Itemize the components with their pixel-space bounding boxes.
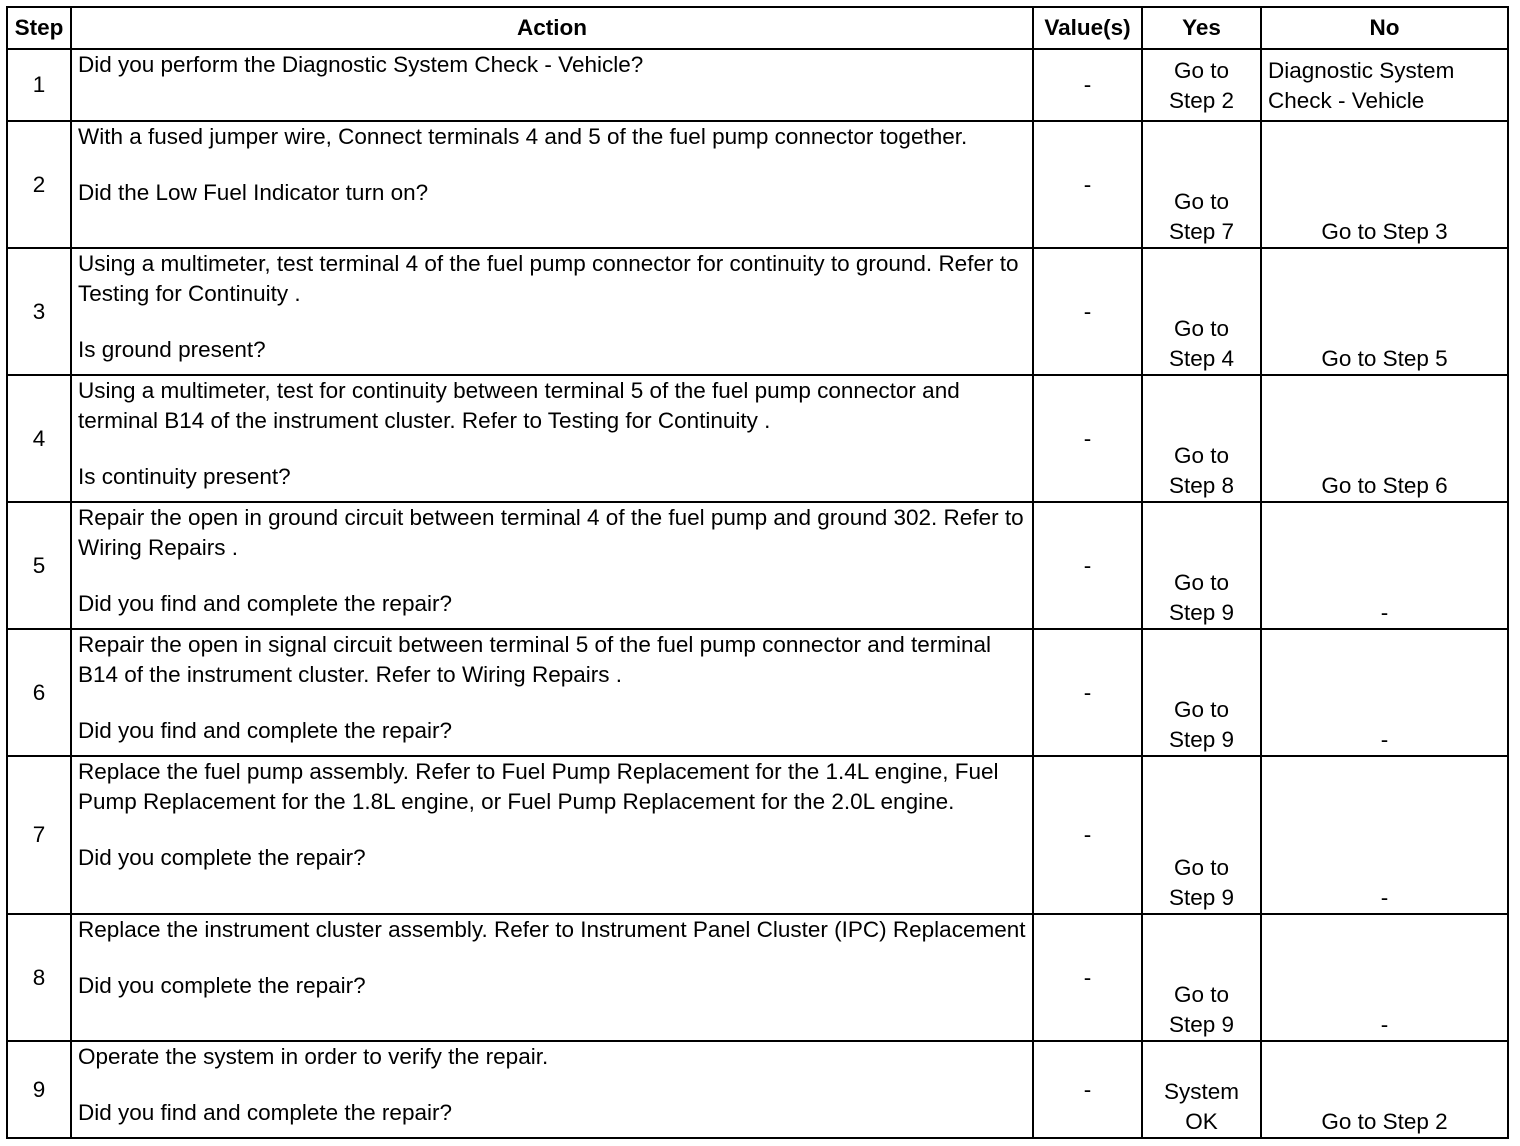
no-cell: Go to Step 2 xyxy=(1261,1041,1508,1138)
action-cell xyxy=(71,1041,1033,1138)
no-cell: - xyxy=(1261,756,1508,914)
table-body xyxy=(7,49,1508,1138)
header-no: No xyxy=(1261,7,1508,49)
yes-cell: Go to Step 9 xyxy=(1142,914,1261,1041)
table-row xyxy=(7,1041,1508,1138)
value-cell: - xyxy=(1033,375,1142,502)
step-number: 7 xyxy=(7,756,71,914)
action-question: Did you find and complete the repair? xyxy=(78,591,452,616)
action-question: Did you complete the repair? xyxy=(78,973,366,998)
step-number: 6 xyxy=(7,629,71,756)
action-text: Using a multimeter, test for continuity between terminal 5 of the fuel pump connector and terminal B14 of the instrument cluster. Refer to Testing for Continuity . xyxy=(78,378,960,433)
header-action: Action xyxy=(71,7,1033,49)
action-question: Is ground present? xyxy=(78,337,266,362)
table-row xyxy=(7,121,1508,248)
action-cell xyxy=(71,375,1033,502)
action-cell xyxy=(71,248,1033,375)
action-question: Is continuity present? xyxy=(78,464,291,489)
action-question: Did you find and complete the repair? xyxy=(78,718,452,743)
header-yes: Yes xyxy=(1142,7,1261,49)
step-number: 2 xyxy=(7,121,71,248)
action-cell xyxy=(71,121,1033,248)
action-text: Repair the open in ground circuit between terminal 4 of the fuel pump and ground 302. Refer to Wiring Repairs . xyxy=(78,505,1024,560)
value-cell: - xyxy=(1033,121,1142,248)
action-text: Repair the open in signal circuit between terminal 5 of the fuel pump connector and terminal B14 of the instrument cluster. Refer to Wiring Repairs . xyxy=(78,632,992,687)
action-cell xyxy=(71,629,1033,756)
table-row xyxy=(7,629,1508,756)
step-number: 8 xyxy=(7,914,71,1041)
action-cell xyxy=(71,49,1033,121)
value-cell: - xyxy=(1033,49,1142,121)
action-cell xyxy=(71,756,1033,914)
action-text: Operate the system in order to verify the repair. xyxy=(78,1044,549,1069)
step-number: 1 xyxy=(7,49,71,121)
yes-cell: Go to Step 4 xyxy=(1142,248,1261,375)
yes-cell: System OK xyxy=(1142,1041,1261,1138)
action-cell xyxy=(71,914,1033,1041)
step-number: 5 xyxy=(7,502,71,629)
table-row xyxy=(7,375,1508,502)
no-cell: Diagnostic System Check - Vehicle xyxy=(1261,49,1508,121)
yes-cell: Go to Step 7 xyxy=(1142,121,1261,248)
action-text: Did you perform the Diagnostic System Check - Vehicle? xyxy=(78,52,644,77)
value-cell: - xyxy=(1033,914,1142,1041)
value-cell: - xyxy=(1033,629,1142,756)
table-row xyxy=(7,248,1508,375)
table-row xyxy=(7,49,1508,121)
step-number: 3 xyxy=(7,248,71,375)
no-cell: - xyxy=(1261,502,1508,629)
action-question: Did you complete the repair? xyxy=(78,845,366,870)
action-cell xyxy=(71,502,1033,629)
header-row xyxy=(7,7,1508,49)
no-cell: Go to Step 3 xyxy=(1261,121,1508,248)
no-cell: Go to Step 6 xyxy=(1261,375,1508,502)
action-text: Replace the instrument cluster assembly. Refer to Instrument Panel Cluster (IPC) Replacement xyxy=(78,917,1026,942)
value-cell: - xyxy=(1033,502,1142,629)
table-row xyxy=(7,502,1508,629)
header-step: Step xyxy=(7,7,71,49)
no-cell: Go to Step 5 xyxy=(1261,248,1508,375)
no-cell: - xyxy=(1261,629,1508,756)
step-number: 4 xyxy=(7,375,71,502)
step-number: 9 xyxy=(7,1041,71,1138)
action-text: Using a multimeter, test terminal 4 of the fuel pump connector for continuity to ground. Refer to Testing for Continuity . xyxy=(78,251,1019,306)
header-values: Value(s) xyxy=(1033,7,1142,49)
table-row xyxy=(7,914,1508,1041)
yes-cell: Go to Step 9 xyxy=(1142,629,1261,756)
value-cell: - xyxy=(1033,248,1142,375)
value-cell: - xyxy=(1033,756,1142,914)
action-question: Did you find and complete the repair? xyxy=(78,1100,452,1125)
action-question: Did the Low Fuel Indicator turn on? xyxy=(78,180,429,205)
table-header xyxy=(7,7,1508,49)
action-text: Replace the fuel pump assembly. Refer to Fuel Pump Replacement for the 1.4L engine, Fuel Pump Replacement for the 1.8L engine, or Fuel Pump Replacement for the 2.0L engine. xyxy=(78,759,999,814)
yes-cell: Go to Step 9 xyxy=(1142,502,1261,629)
yes-cell: Go to Step 8 xyxy=(1142,375,1261,502)
yes-cell: Go to Step 9 xyxy=(1142,756,1261,914)
no-cell: - xyxy=(1261,914,1508,1041)
table-row xyxy=(7,756,1508,914)
yes-cell: Go to Step 2 xyxy=(1142,49,1261,121)
diagnostic-table xyxy=(6,6,1509,1139)
action-text: With a fused jumper wire, Connect terminals 4 and 5 of the fuel pump connector together. xyxy=(78,124,968,149)
value-cell: - xyxy=(1033,1041,1142,1138)
